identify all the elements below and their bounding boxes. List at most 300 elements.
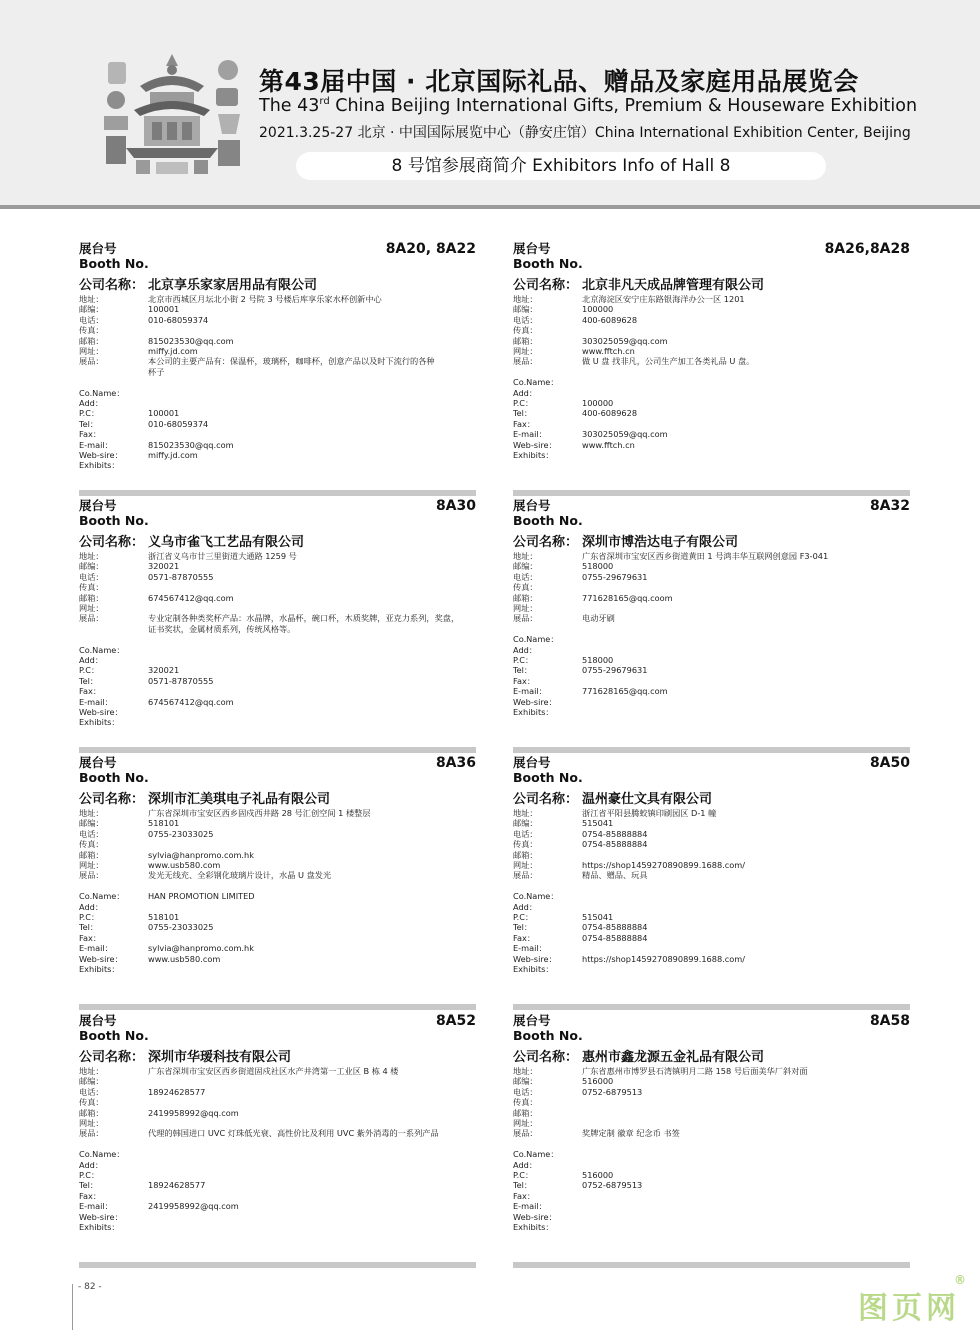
field-label: 邮编：	[79, 304, 104, 315]
contact-fields	[513, 808, 910, 974]
field-label: P.C：	[79, 408, 100, 419]
company-row	[79, 788, 330, 807]
field-label: 电话：	[513, 1086, 538, 1097]
company-label: 公司名称：	[79, 278, 145, 293]
field-value: 815023530@qq.com	[148, 439, 234, 450]
exhibitor-card	[79, 755, 476, 1010]
exhibits-en-row	[79, 717, 476, 727]
booth-label-text: 展台号	[79, 241, 117, 256]
field-value: 浙江省平阳县腾蛟镇印刷园区 D-1 幢	[582, 808, 717, 818]
field-label: 传真：	[513, 1097, 538, 1108]
co-name-row	[513, 1149, 910, 1159]
field-label: 邮箱：	[513, 1107, 538, 1118]
fax-row	[79, 1097, 476, 1107]
field-label: Fax：	[513, 675, 536, 686]
booth-label-text: Booth No.	[79, 1028, 149, 1043]
company-label: 公司名称：	[513, 535, 579, 550]
field-label: E-mail：	[79, 1201, 113, 1212]
field-value: 0755-23033025	[148, 828, 214, 839]
pc-row	[513, 912, 910, 922]
field-value	[148, 460, 476, 470]
co-name-row	[79, 645, 476, 655]
company-label: 公司名称：	[79, 792, 145, 807]
field-value	[582, 1149, 910, 1159]
tel-row	[513, 829, 910, 839]
field-label: E-mail：	[513, 686, 547, 697]
field-label: E-mail：	[513, 429, 547, 440]
field-label: 展品：	[79, 613, 104, 624]
field-label: 电话：	[513, 828, 538, 839]
field-label: 地址：	[79, 808, 104, 818]
co-name-row	[513, 377, 910, 387]
fax-en-row	[79, 429, 476, 439]
field-value: 674567412@qq.com	[148, 592, 234, 603]
company-label: 公司名称：	[513, 278, 579, 293]
field-label: P.C：	[79, 1170, 100, 1181]
fax-row	[513, 839, 910, 849]
booth-label	[513, 498, 583, 528]
field-label: Tel：	[513, 665, 533, 676]
field-label: 邮箱：	[79, 335, 104, 346]
company-name: 惠州市鑫龙源五金礼品有限公司	[582, 1050, 765, 1065]
field-value: 518000	[582, 655, 614, 666]
field-label: 地址：	[513, 808, 538, 818]
fax-en-row	[513, 419, 910, 429]
booth-label	[79, 1013, 149, 1043]
company-row	[513, 274, 764, 293]
company-name: 深圳市华瑷科技有限公司	[148, 1050, 292, 1065]
booth-label	[513, 755, 583, 785]
field-label: 传真：	[79, 1097, 104, 1108]
exhibits-en-row	[79, 964, 476, 974]
booth-label-text: 展台号	[513, 241, 551, 256]
booth-label-text: Booth No.	[79, 513, 149, 528]
address-row	[513, 1066, 910, 1076]
field-value	[582, 850, 910, 860]
exhibits-row	[79, 356, 476, 377]
field-value: 0571-87870555	[148, 571, 214, 582]
contact-fields	[79, 551, 476, 728]
field-value: 广东省惠州市博罗县石湾镇明月二路 158 号后面美华厂斜对面	[582, 1066, 808, 1076]
exhibition-title-cn: 第43届中国 · 北京国际礼品、赠品及家庭用品展览会	[259, 67, 859, 96]
field-value	[148, 1097, 476, 1107]
section-spacer	[513, 367, 910, 377]
address-row	[79, 1066, 476, 1076]
tel-row	[79, 1087, 476, 1097]
field-value: 2419958992@qq.com	[148, 1201, 239, 1212]
field-label: 地址：	[513, 294, 538, 304]
field-label: 邮编：	[513, 304, 538, 315]
field-label: 传真：	[513, 839, 538, 850]
tel-en-row	[513, 922, 910, 932]
field-label: Web-sire：	[513, 696, 557, 707]
field-value: 浙江省义乌市廿三里街道大通路 1259 号	[148, 551, 297, 561]
field-value: 18924628577	[148, 1086, 206, 1097]
field-label: 邮箱：	[513, 592, 538, 603]
pc-row	[79, 912, 476, 922]
field-value	[582, 697, 910, 707]
field-label: E-mail：	[513, 943, 547, 954]
field-value: 0754-85888884	[582, 922, 648, 933]
field-value	[148, 707, 476, 717]
field-value	[148, 645, 476, 655]
zip-row	[513, 818, 910, 828]
co-name-row	[79, 1149, 476, 1159]
booth-label	[513, 1013, 583, 1043]
field-label: 电话：	[79, 314, 104, 325]
website-row	[513, 860, 910, 870]
field-value	[582, 582, 910, 592]
field-value: 0754-85888884	[582, 839, 648, 850]
booth-number: 8A52	[435, 1013, 476, 1029]
section-spacer	[79, 634, 476, 644]
exhibits-en-row	[513, 707, 910, 717]
field-value	[148, 603, 476, 613]
fax-en-row	[79, 1191, 476, 1201]
field-label: 网址：	[79, 860, 104, 871]
field-value: 做 U 盘 找非凡，公司生产加工各类礼品 U 盘。	[582, 356, 755, 367]
field-label: 展品：	[513, 870, 538, 881]
zip-row	[79, 304, 476, 314]
field-label: Web-sire：	[513, 1211, 557, 1222]
email-en-row	[79, 1201, 476, 1211]
field-value: 发光无线充、全彩钢化玻璃片设计，水晶 U 盘发光	[148, 870, 332, 881]
field-label: 邮编：	[79, 561, 104, 572]
add-row	[79, 398, 476, 408]
company-label: 公司名称：	[79, 1050, 145, 1065]
add-row	[79, 655, 476, 665]
website-row	[79, 1118, 476, 1128]
exhibits-row	[513, 356, 910, 366]
field-label: Exhibits：	[79, 1222, 120, 1233]
field-value: 518101	[148, 818, 180, 829]
website-en-row	[513, 1212, 910, 1222]
address-row	[79, 808, 476, 818]
contact-fields	[513, 1066, 910, 1232]
field-value: 0754-85888884	[582, 828, 648, 839]
exhibition-title-en: The 43rd China Beijing International Gifts, Premium & Houseware Exhibition	[259, 96, 918, 116]
field-value: 0755-29679631	[582, 571, 648, 582]
fax-row	[79, 839, 476, 849]
booth-label	[79, 241, 149, 271]
zip-row	[513, 304, 910, 314]
email-en-row	[513, 943, 910, 953]
tel-en-row	[79, 676, 476, 686]
booth-label-text: Booth No.	[513, 256, 583, 271]
exhibition-date-venue: 2021.3.25-27 北京 · 中国国际展览中心（静安庄馆）China International Exhibition Center, Beijing	[259, 125, 911, 141]
website-row	[513, 603, 910, 613]
section-spacer	[513, 624, 910, 634]
field-value: 303025059@qq.com	[582, 429, 668, 440]
add-row	[79, 902, 476, 912]
field-value: 0752-6879513	[582, 1180, 643, 1191]
exhibits-en-row	[513, 450, 910, 460]
co-name-row	[513, 634, 910, 644]
field-label: Exhibits：	[79, 964, 120, 975]
field-value	[582, 450, 910, 460]
add-row	[513, 902, 910, 912]
field-label: 邮箱：	[79, 592, 104, 603]
email-en-row	[513, 686, 910, 696]
field-label: 网址：	[513, 603, 538, 614]
field-value: 广东省深圳市宝安区西乡街道黄田 1 号鸿丰华互联网创意园 F3-041	[582, 551, 829, 561]
field-value: 010-68059374	[148, 418, 209, 429]
fax-en-row	[79, 686, 476, 696]
field-label: Tel：	[513, 408, 533, 419]
field-value	[148, 839, 476, 849]
field-label: Fax：	[513, 418, 536, 429]
booth-label-text: Booth No.	[513, 770, 583, 785]
section-spacer	[79, 881, 476, 891]
zip-row	[513, 1076, 910, 1086]
company-label: 公司名称：	[513, 1050, 579, 1065]
company-row	[79, 274, 317, 293]
card-divider	[513, 1004, 910, 1010]
fax-en-row	[513, 933, 910, 943]
field-value: www.fftch.cn	[582, 439, 635, 450]
field-value: 303025059@qq.com	[582, 335, 668, 346]
field-label: 网址：	[79, 346, 104, 357]
field-value: 516000	[582, 1076, 614, 1087]
fax-row	[513, 582, 910, 592]
field-value: 0755-29679631	[582, 665, 648, 676]
website-en-row	[513, 697, 910, 707]
booth-number: 8A36	[435, 755, 476, 771]
field-value: 674567412@qq.com	[148, 696, 234, 707]
field-value: sylvia@hanpromo.com.hk	[148, 849, 254, 860]
field-value	[582, 964, 910, 974]
website-en-row	[513, 954, 910, 964]
card-divider	[79, 490, 476, 496]
field-label: 邮编：	[513, 818, 538, 829]
booth-label	[513, 241, 583, 271]
field-label: Exhibits：	[79, 460, 120, 471]
company-name: 北京享乐家家居用品有限公司	[148, 278, 318, 293]
email-row	[513, 336, 910, 346]
email-row	[513, 1108, 910, 1118]
fax-row	[513, 325, 910, 335]
field-label: Web-sire：	[79, 707, 123, 718]
booth-label-text: 展台号	[513, 498, 551, 513]
field-value: 代理的韩国进口 UVC 灯珠低光衰、高性价比及利用 UVC 紫外消毒的一系列产品	[148, 1128, 439, 1139]
exhibitor-card	[513, 1013, 910, 1268]
field-value	[582, 891, 910, 901]
section-spacer	[513, 1139, 910, 1149]
card-divider	[513, 490, 910, 496]
booth-label-text: Booth No.	[513, 1028, 583, 1043]
field-label: Co.Name：	[513, 891, 559, 902]
field-value	[148, 1170, 476, 1180]
field-label: Fax：	[79, 1190, 102, 1201]
co-name-row	[79, 891, 476, 901]
footer-rule	[72, 1284, 73, 1330]
company-name: 北京非凡天成品牌管理有限公司	[582, 278, 765, 293]
contact-fields	[79, 294, 476, 471]
add-row	[513, 1160, 910, 1170]
booth-label-text: 展台号	[513, 1013, 551, 1028]
field-value: HAN PROMOTION LIMITED	[148, 891, 255, 902]
field-label: Fax：	[79, 429, 102, 440]
field-value	[582, 603, 910, 613]
contact-fields	[513, 551, 910, 717]
address-row	[79, 551, 476, 561]
booth-number: 8A58	[869, 1013, 910, 1029]
field-label: 邮箱：	[79, 849, 104, 860]
field-value: 广东省深圳市宝安区西乡街道固戍社区水产井湾第一工业区 B 栋 4 楼	[148, 1066, 399, 1076]
field-value	[148, 1212, 476, 1222]
field-value	[148, 686, 476, 696]
contact-fields	[79, 1066, 476, 1232]
field-label: 邮编：	[513, 561, 538, 572]
field-label: Add：	[513, 644, 538, 655]
field-label: Tel：	[79, 418, 99, 429]
add-row	[79, 1160, 476, 1170]
booth-number: 8A30	[435, 498, 476, 514]
field-label: Co.Name：	[513, 377, 559, 388]
email-row	[513, 850, 910, 860]
company-row	[513, 1046, 764, 1065]
exhibitor-card	[79, 498, 476, 753]
field-value: 100001	[148, 304, 180, 315]
fax-en-row	[513, 1191, 910, 1201]
tel-en-row	[513, 408, 910, 418]
field-value	[582, 1097, 910, 1107]
field-value	[582, 943, 910, 953]
field-label: 网址：	[513, 860, 538, 871]
exhibits-row	[79, 1128, 476, 1138]
field-label: Tel：	[513, 922, 533, 933]
website-en-row	[79, 954, 476, 964]
exhibits-row	[79, 613, 476, 634]
fax-row	[79, 582, 476, 592]
pc-row	[79, 1170, 476, 1180]
field-label: Exhibits：	[513, 450, 554, 461]
section-spacer	[513, 881, 910, 891]
field-label: P.C：	[513, 912, 534, 923]
field-value	[582, 645, 910, 655]
field-label: Fax：	[79, 686, 102, 697]
company-label: 公司名称：	[79, 535, 145, 550]
field-label: 地址：	[79, 1066, 104, 1076]
card-divider	[79, 747, 476, 753]
field-value	[148, 717, 476, 727]
field-value	[148, 1222, 476, 1232]
field-value: 本公司的主要产品有：保温杯，玻璃杯，咖啡杯，创意产品以及时下流行的各种 杯子	[148, 356, 435, 377]
field-label: 电话：	[513, 571, 538, 582]
section-spacer	[79, 1139, 476, 1149]
email-en-row	[79, 697, 476, 707]
field-label: Tel：	[513, 1180, 533, 1191]
field-label: Exhibits：	[513, 964, 554, 975]
field-value: 010-68059374	[148, 314, 209, 325]
tel-row	[513, 315, 910, 325]
field-label: 地址：	[513, 1066, 538, 1076]
field-value	[582, 676, 910, 686]
field-label: P.C：	[513, 655, 534, 666]
field-label: Exhibits：	[79, 717, 120, 728]
website-row	[513, 1118, 910, 1128]
field-label: E-mail：	[79, 943, 113, 954]
field-label: 展品：	[513, 356, 538, 367]
field-value: 0754-85888884	[582, 932, 648, 943]
tel-en-row	[79, 1180, 476, 1190]
page-header	[0, 0, 980, 205]
exhibits-en-row	[513, 964, 910, 974]
field-value: www.usb580.com	[148, 953, 221, 964]
tel-en-row	[79, 419, 476, 429]
email-row	[513, 593, 910, 603]
field-value: 515041	[582, 912, 614, 923]
fax-row	[513, 1097, 910, 1107]
field-label: Co.Name：	[79, 891, 125, 902]
contact-fields	[513, 294, 910, 460]
website-en-row	[513, 440, 910, 450]
field-value	[582, 1108, 910, 1118]
website-row	[79, 860, 476, 870]
field-value	[148, 1149, 476, 1159]
field-value: 771628165@qq.com	[582, 686, 668, 697]
field-value: 广东省深圳市宝安区西乡固戍西井路 28 号汇创空间 1 楼整层	[148, 808, 371, 818]
booth-number: 8A26,8A28	[824, 241, 910, 257]
exhibits-en-row	[513, 1222, 910, 1232]
field-label: Add：	[79, 655, 104, 666]
field-value: 400-6089628	[582, 314, 638, 325]
booth-label-text: 展台号	[79, 755, 117, 770]
exhibitor-card	[513, 755, 910, 1010]
field-value	[148, 933, 476, 943]
tel-row	[79, 829, 476, 839]
company-row	[513, 531, 738, 550]
address-row	[79, 294, 476, 304]
booth-number: 8A32	[869, 498, 910, 514]
field-value	[582, 902, 910, 912]
field-label: 网址：	[513, 1118, 538, 1129]
exhibits-en-row	[79, 1222, 476, 1232]
field-value	[582, 388, 910, 398]
field-value	[148, 964, 476, 974]
field-value: 北京海淀区安宁庄东路银海洋办公一区 1201	[582, 294, 745, 304]
field-label: 邮编：	[513, 1076, 538, 1087]
field-value	[582, 1222, 910, 1232]
field-label: 电话：	[79, 571, 104, 582]
exhibitor-card	[513, 498, 910, 753]
card-divider	[79, 1262, 476, 1268]
field-label: 展品：	[513, 1128, 538, 1139]
pc-row	[513, 1170, 910, 1180]
field-value: 771628165@qq.coom	[582, 592, 673, 603]
header-divider	[0, 205, 980, 209]
booth-label-text: 展台号	[513, 755, 551, 770]
email-row	[79, 1108, 476, 1118]
field-value: 100000	[582, 398, 614, 409]
field-label: Exhibits：	[513, 1222, 554, 1233]
pc-row	[79, 408, 476, 418]
field-label: 网址：	[79, 603, 104, 614]
field-label: P.C：	[513, 1170, 534, 1181]
email-en-row	[513, 429, 910, 439]
company-name: 义乌市雀飞工艺品有限公司	[148, 535, 305, 550]
field-label: 展品：	[513, 613, 538, 624]
booth-label-text: Booth No.	[79, 770, 149, 785]
contact-fields	[79, 808, 476, 974]
section-spacer	[79, 377, 476, 387]
field-label: 传真：	[513, 325, 538, 336]
email-en-row	[513, 1201, 910, 1211]
field-label: 电话：	[79, 828, 104, 839]
pc-row	[79, 665, 476, 675]
field-label: E-mail：	[513, 1201, 547, 1212]
field-value: 北京市西城区月坛北小街 2 号院 3 号楼后库享乐家水杯创新中心	[148, 294, 382, 304]
